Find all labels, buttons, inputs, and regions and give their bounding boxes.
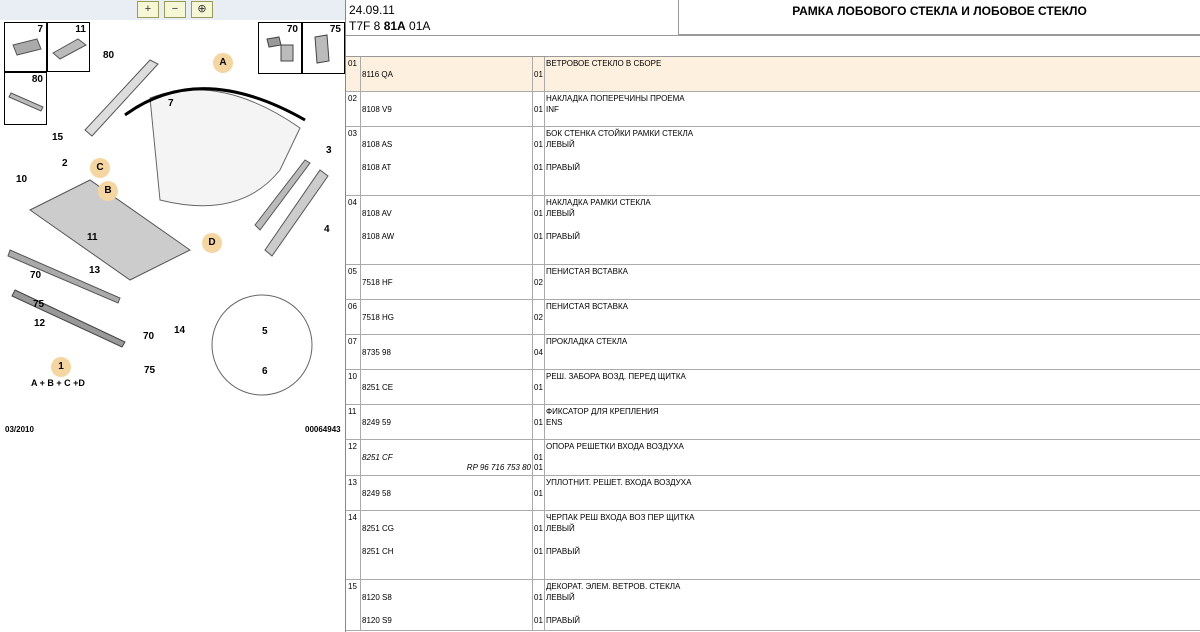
callout-b: B — [98, 181, 118, 201]
callout-c: C — [90, 158, 110, 178]
part-qty: 01 — [534, 463, 543, 472]
table-row[interactable] — [346, 92, 1200, 127]
part-qty: 01 — [534, 593, 543, 602]
part-name: ЧЕРПАК РЕШ ВХОДА ВОЗ ПЕР ЩИТКА — [546, 513, 695, 522]
table-row[interactable] — [346, 335, 1200, 370]
part-code[interactable]: 8735 98 — [362, 348, 391, 357]
part-label: 13 — [89, 265, 101, 276]
table-row[interactable] — [346, 476, 1200, 511]
table-row[interactable] — [346, 440, 1200, 476]
part-code[interactable]: 8249 58 — [362, 489, 391, 498]
part-variant: ЛЕВЫЙ — [546, 593, 575, 602]
part-variant: ПРАВЫЙ — [546, 163, 581, 172]
part-code[interactable]: 8251 CF — [362, 453, 393, 462]
row-index: 11 — [348, 407, 357, 416]
catalog-date: 24.09.11 — [349, 3, 395, 17]
part-variant: ENS — [546, 418, 563, 427]
part-code[interactable]: 8108 AS — [362, 140, 393, 149]
part-name: ПЕНИСТАЯ ВСТАВКА — [546, 302, 628, 311]
divider — [346, 35, 1200, 36]
row-index: 01 — [348, 59, 357, 68]
table-row[interactable] — [346, 265, 1200, 300]
part-qty: 01 — [534, 70, 543, 79]
part-qty: 01 — [534, 418, 543, 427]
part-name: ФИКСАТОР ДЛЯ КРЕПЛЕНИЯ — [546, 407, 659, 416]
row-index: 03 — [348, 129, 357, 138]
row-index: 07 — [348, 337, 357, 346]
table-row[interactable] — [346, 370, 1200, 405]
part-code[interactable]: 7518 HF — [362, 278, 393, 287]
part-code[interactable]: 8108 AW — [362, 232, 395, 241]
part-code[interactable]: 8251 CE — [362, 383, 394, 392]
part-label: 7 — [168, 98, 174, 109]
zoom-fit-button[interactable] — [191, 1, 213, 18]
part-name: НАКЛАДКА РАМКИ СТЕКЛА — [546, 198, 651, 207]
column-divider — [532, 511, 533, 579]
row-index: 14 — [348, 513, 357, 522]
table-row[interactable] — [346, 196, 1200, 265]
column-divider — [544, 196, 545, 264]
callout-d: D — [202, 233, 222, 253]
callout-a: A — [213, 53, 233, 73]
zoom-fit-icon: ⊕ — [197, 3, 207, 15]
part-line — [346, 524, 1200, 535]
part-qty: 01 — [534, 524, 543, 533]
part-line — [346, 616, 1200, 627]
part-line — [346, 593, 1200, 604]
assembly-formula: A + B + C +D — [31, 378, 85, 388]
part-label: 6 — [262, 366, 268, 377]
part-label: 75 — [144, 365, 156, 376]
part-qty: 01 — [534, 209, 543, 218]
part-line — [346, 348, 1200, 359]
part-qty: 01 — [534, 105, 543, 114]
part-name: НАКЛАДКА ПОПЕРЕЧИНЫ ПРОЕМА — [546, 94, 685, 103]
part-qty: 01 — [534, 616, 543, 625]
row-index: 02 — [348, 94, 357, 103]
part-qty: 02 — [534, 278, 543, 287]
part-name: ОПОРА РЕШЕТКИ ВХОДА ВОЗДУХА — [546, 442, 684, 451]
part-label: 12 — [34, 318, 46, 329]
part-name: РЕШ. ЗАБОРА ВОЗД. ПЕРЕД ЩИТКА — [546, 372, 686, 381]
drawing-number: 00064943 — [305, 425, 341, 434]
ref-suffix: 01A — [409, 19, 431, 33]
thumbnail-number: 11 — [75, 24, 86, 35]
part-qty: 01 — [534, 163, 543, 172]
diagram-date: 03/2010 — [5, 425, 34, 434]
row-index: 15 — [348, 582, 357, 591]
zoom-out-button[interactable] — [164, 1, 186, 18]
thumbnail-number: 75 — [329, 24, 341, 35]
part-line — [346, 209, 1200, 220]
ref-group: 81A — [383, 19, 406, 33]
zoom-in-icon: + — [144, 3, 152, 15]
column-divider — [532, 127, 533, 195]
row-index: 10 — [348, 372, 357, 381]
callout-1: 1 — [51, 357, 71, 377]
thumbnail-number: 70 — [286, 24, 298, 35]
table-row[interactable] — [346, 405, 1200, 440]
parts-diagram-panel — [0, 0, 346, 632]
part-qty: 01 — [534, 140, 543, 149]
part-name: УПЛОТНИТ. РЕШЕТ. ВХОДА ВОЗДУХА — [546, 478, 692, 487]
part-line — [346, 278, 1200, 289]
part-name: ПЕНИСТАЯ ВСТАВКА — [546, 267, 628, 276]
part-qty: 02 — [534, 313, 543, 322]
table-row[interactable] — [346, 57, 1200, 92]
row-index: 04 — [348, 198, 357, 207]
part-code[interactable]: 7518 HG — [362, 313, 395, 322]
column-divider — [532, 196, 533, 264]
thumbnail-number: 7 — [37, 24, 43, 35]
part-qty: 01 — [534, 383, 543, 392]
part-line — [346, 140, 1200, 151]
part-code[interactable]: 8116 QA — [362, 70, 393, 79]
part-qty: 01 — [534, 232, 543, 241]
table-row[interactable] — [346, 580, 1200, 631]
part-qty: 01 — [534, 453, 543, 462]
part-qty: 01 — [534, 547, 543, 556]
table-row[interactable] — [346, 300, 1200, 335]
part-line — [346, 313, 1200, 324]
part-line — [346, 105, 1200, 116]
column-divider — [544, 511, 545, 579]
part-name: БОК СТЕНКА СТОЙКИ РАМКИ СТЕКЛА — [546, 129, 694, 138]
part-label: 15 — [52, 132, 64, 143]
part-code[interactable]: 8249 59 — [362, 418, 391, 427]
part-code[interactable]: 8251 CH — [362, 547, 394, 556]
table-row[interactable] — [346, 127, 1200, 196]
part-name: ДЕКОРАТ. ЭЛЕМ. ВЕТРОВ. СТЕКЛА — [546, 582, 681, 591]
part-line — [346, 232, 1200, 243]
part-name: ПРОКЛАДКА СТЕКЛА — [546, 337, 628, 346]
column-divider — [360, 511, 361, 579]
row-index: 12 — [348, 442, 357, 451]
part-line — [346, 163, 1200, 174]
part-label: 11 — [87, 232, 98, 243]
part-variant: ПРАВЫЙ — [546, 547, 581, 556]
part-code[interactable]: 8108 AV — [362, 209, 392, 218]
diagram-toolbar — [0, 0, 345, 20]
part-variant: ЛЕВЫЙ — [546, 524, 575, 533]
part-name: ВЕТРОВОЕ СТЕКЛО В СБОРЕ — [546, 59, 662, 68]
part-variant: ЛЕВЫЙ — [546, 140, 575, 149]
row-index: 13 — [348, 478, 357, 487]
part-line — [346, 418, 1200, 429]
part-label: 2 — [62, 158, 68, 169]
row-index: 05 — [348, 267, 357, 276]
zoom-in-button[interactable] — [137, 1, 159, 18]
part-qty: 04 — [534, 348, 543, 357]
part-label: 70 — [143, 331, 155, 342]
part-line — [346, 70, 1200, 81]
part-label: 70 — [30, 270, 42, 281]
part-code[interactable]: 8120 S9 — [362, 616, 392, 625]
catalog-reference — [349, 19, 430, 33]
part-code[interactable]: 8108 V9 — [362, 105, 392, 114]
column-divider — [360, 196, 361, 264]
part-variant: ЛЕВЫЙ — [546, 209, 575, 218]
thumbnail-number: 80 — [31, 74, 43, 85]
part-variant: ПРАВЫЙ — [546, 232, 581, 241]
part-label: 14 — [174, 325, 186, 336]
part-label: 5 — [262, 326, 268, 337]
part-code[interactable]: 8120 S8 — [362, 593, 392, 602]
part-line — [346, 463, 1200, 474]
part-code[interactable]: 8108 AT — [362, 163, 392, 172]
part-label: 4 — [324, 224, 330, 235]
column-divider — [544, 127, 545, 195]
row-index: 06 — [348, 302, 357, 311]
part-qty: 01 — [534, 489, 543, 498]
part-line — [346, 383, 1200, 394]
part-line — [346, 547, 1200, 558]
part-label: 80 — [103, 50, 115, 61]
zoom-out-icon: − — [171, 3, 179, 15]
part-line — [346, 489, 1200, 500]
part-variant: ПРАВЫЙ — [546, 616, 581, 625]
page-title: РАМКА ЛОБОВОГО СТЕКЛА И ЛОБОВОЕ СТЕКЛО — [678, 0, 1200, 35]
column-divider — [360, 127, 361, 195]
catalog-header — [346, 0, 1200, 56]
part-label: 10 — [16, 174, 28, 185]
table-row[interactable] — [346, 511, 1200, 580]
part-code[interactable]: 8251 CG — [362, 524, 395, 533]
part-ref: RP 96 716 753 80 — [466, 463, 531, 472]
part-label: 3 — [326, 145, 332, 156]
part-label: 75 — [33, 299, 45, 310]
part-variant: INF — [546, 105, 559, 114]
ref-prefix: T7F 8 — [349, 19, 381, 33]
